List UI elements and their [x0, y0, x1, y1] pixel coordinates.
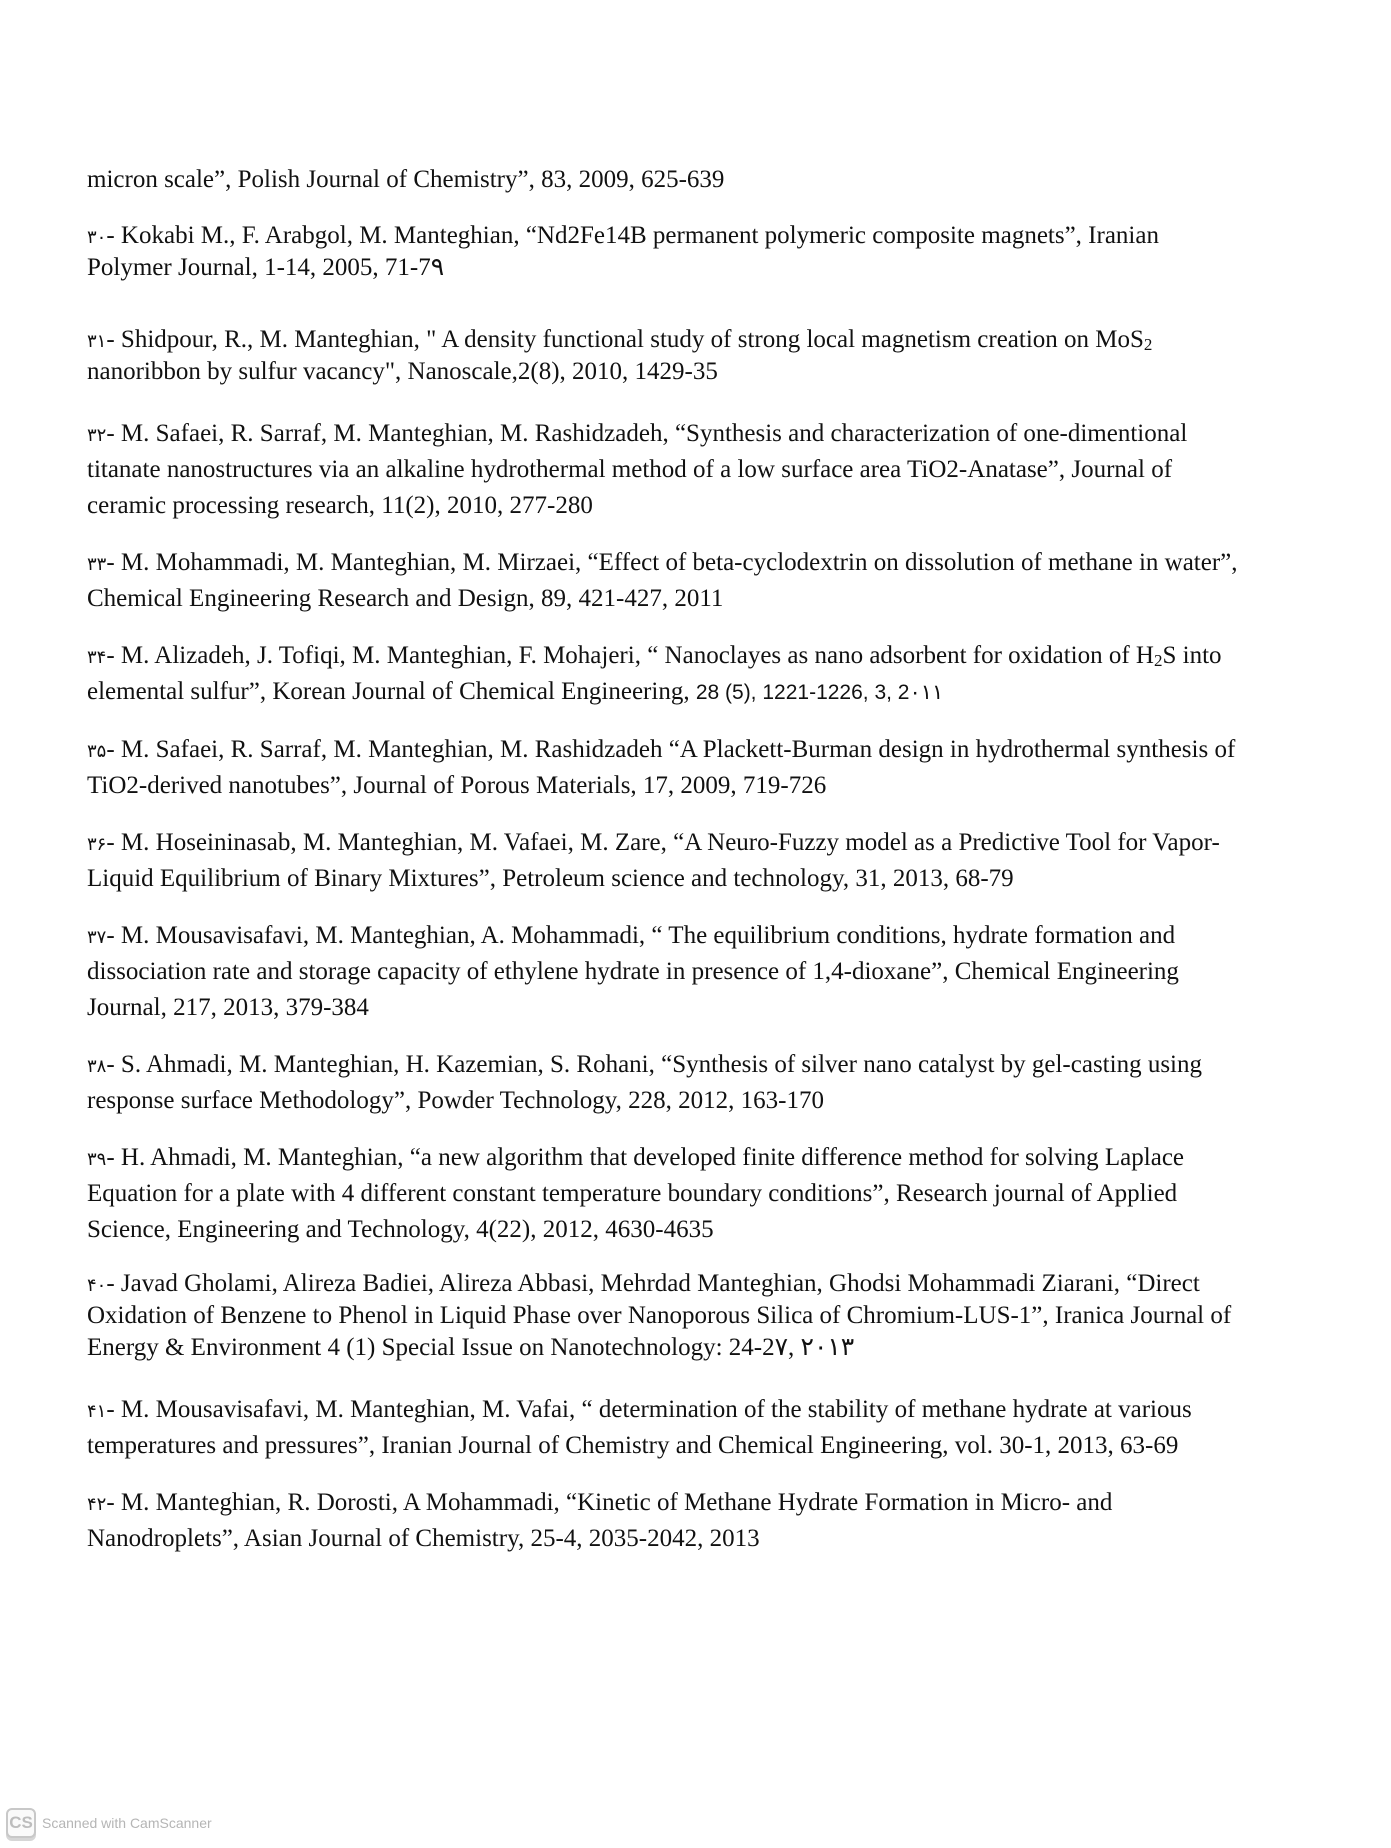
text-line: - Javad Gholami, Alireza Badiei, Alireza Abbasi, Mehrdad Manteghian, Ghodsi Mohammadi Ziarani, “Direct [106, 1270, 1200, 1297]
subscript: 2 [1143, 335, 1153, 354]
camscanner-logo-icon: CS [6, 1808, 36, 1838]
subscript: 2 [1154, 651, 1163, 670]
reference-item [87, 1392, 1347, 1464]
text-line: Oxidation of Benzene to Phenol in Liquid Phase over Nanoporous Silica of Chromium-LUS-1”, Iranica Journal of [87, 1302, 1232, 1329]
text-line: - M. Safaei, R. Sarraf, M. Manteghian, M. Rashidzadeh “A Plackett-Burman design in hydrothermal synthesis of [106, 736, 1236, 763]
text-line: temperatures and pressures”, Iranian Journal of Chemistry and Chemical Engineering, vol. 30-1, 2013, 63-69 [87, 1432, 1179, 1459]
text-line: - M. Mousavisafavi, M. Manteghian, M. Vafai, “ determination of the stability of methane hydrate at various [106, 1396, 1192, 1423]
text-line: - S. Ahmadi, M. Manteghian, H. Kazemian, S. Rohani, “Synthesis of silver nano catalyst by gel-casting using [106, 1051, 1202, 1078]
text-line: Polymer Journal, 1-14, 2005, 71-7۹ [87, 254, 445, 281]
reference-item [87, 825, 1347, 897]
text-line: ceramic processing research, 11(2), 2010, 277-280 [87, 492, 593, 519]
text-line: - M. Hoseininasab, M. Manteghian, M. Vafaei, M. Zare, “A Neuro-Fuzzy model as a Predictive Tool for Vapor- [106, 829, 1220, 856]
text-line: - H. Ahmadi, M. Manteghian, “a new algorithm that developed finite difference method for solving Laplace [106, 1144, 1185, 1171]
reference-item [87, 545, 1347, 617]
reference-number: ۳۴ [87, 647, 107, 668]
text-line: - M. Safaei, R. Sarraf, M. Manteghian, M. Rashidzadeh, “Synthesis and characterization of one-dimentional [106, 420, 1188, 447]
text-line: elemental sulfur”, Korean Journal of Chemical Engineering, [87, 678, 696, 705]
reference-item [87, 918, 1347, 1026]
text-line: nanoribbon by sulfur vacancy", Nanoscale,2(8), 2010, 1429-35 [87, 358, 718, 385]
reference-item [87, 1047, 1347, 1119]
text-line: - Shidpour, R., M. Manteghian, " A density functional study of strong local magnetism creation on MoS [106, 326, 1144, 353]
text-line: - M. Manteghian, R. Dorosti, A Mohammadi, “Kinetic of Methane Hydrate Formation in Micro- and [106, 1489, 1113, 1516]
text-line: micron scale”, Polish Journal of Chemistry”, 83, 2009, 625-639 [87, 166, 725, 193]
reference-number: ۳۷ [87, 927, 107, 948]
text-line: - Kokabi M., F. Arabgol, M. Manteghian, “Nd2Fe14B permanent polymeric composite magnets”, Iranian [106, 222, 1159, 249]
text-line: Journal, 217, 2013, 379-384 [87, 994, 369, 1021]
reference-number: ۳۵ [87, 741, 107, 762]
text-line: Liquid Equilibrium of Binary Mixtures”, Petroleum science and technology, 31, 2013, 68-79 [87, 865, 1014, 892]
reference-number: ۴۲ [87, 1494, 107, 1515]
text-line: - M. Mousavisafavi, M. Manteghian, A. Mohammadi, “ The equilibrium conditions, hydrate formation and [106, 922, 1176, 949]
text-line: Nanodroplets”, Asian Journal of Chemistry, 25-4, 2035-2042, 2013 [87, 1525, 760, 1552]
text-line: TiO2-derived nanotubes”, Journal of Porous Materials, 17, 2009, 719-726 [87, 772, 827, 799]
text-line: Equation for a plate with 4 different constant temperature boundary conditions”, Research journal of Applied [87, 1180, 1178, 1207]
reference-item [87, 416, 1347, 524]
reference-number: ۴۰ [87, 1275, 107, 1296]
text-line: dissociation rate and storage capacity of ethylene hydrate in presence of 1,4-dioxane”, Chemical Engineering [87, 958, 1179, 985]
reference-number: ۳۰ [87, 227, 107, 248]
reference-number: ۳۹ [87, 1149, 107, 1170]
text-line: - M. Mohammadi, M. Manteghian, M. Mirzaei, “Effect of beta-cyclodextrin on dissolution of methane in water”, [106, 549, 1238, 576]
continuation-text [87, 162, 1347, 198]
reference-item [87, 324, 1347, 388]
text-line: response surface Methodology”, Powder Technology, 228, 2012, 163-170 [87, 1087, 824, 1114]
text-line: - M. Alizadeh, J. Tofiqi, M. Manteghian, F. Mohajeri, “ Nanoclayes as nano adsorbent for oxidation of H [106, 642, 1154, 669]
reference-item [87, 732, 1347, 804]
reference-number: ۳۱ [87, 331, 107, 352]
reference-number: ۳۳ [87, 554, 107, 575]
reference-item [87, 220, 1347, 284]
reference-number: ۳۶ [87, 834, 107, 855]
watermark-text: Scanned with CamScanner [42, 1815, 212, 1831]
text-line: 28 (5), 1221-1226, 3, 2۰۱۱ [695, 681, 944, 704]
reference-number: ۳۲ [87, 425, 107, 446]
camscanner-watermark [6, 1806, 212, 1840]
text-line: Science, Engineering and Technology, 4(22), 2012, 4630-4635 [87, 1216, 714, 1243]
reference-number: ۴۱ [87, 1401, 107, 1422]
text-line: Chemical Engineering Research and Design, 89, 421-427, 2011 [87, 585, 724, 612]
text-line: S into [1162, 642, 1222, 669]
reference-number: ۳۸ [87, 1056, 107, 1077]
reference-item [87, 1140, 1347, 1248]
reference-item [87, 638, 1347, 710]
reference-item [87, 1485, 1347, 1557]
text-line: Energy & Environment 4 (1) Special Issue on Nanotechnology: 24-2۷, ۲۰۱۳ [87, 1334, 855, 1361]
text-line: titanate nanostructures via an alkaline hydrothermal method of a low surface area TiO2-Anatase”, Journal of [87, 456, 1173, 483]
reference-item [87, 1268, 1347, 1364]
